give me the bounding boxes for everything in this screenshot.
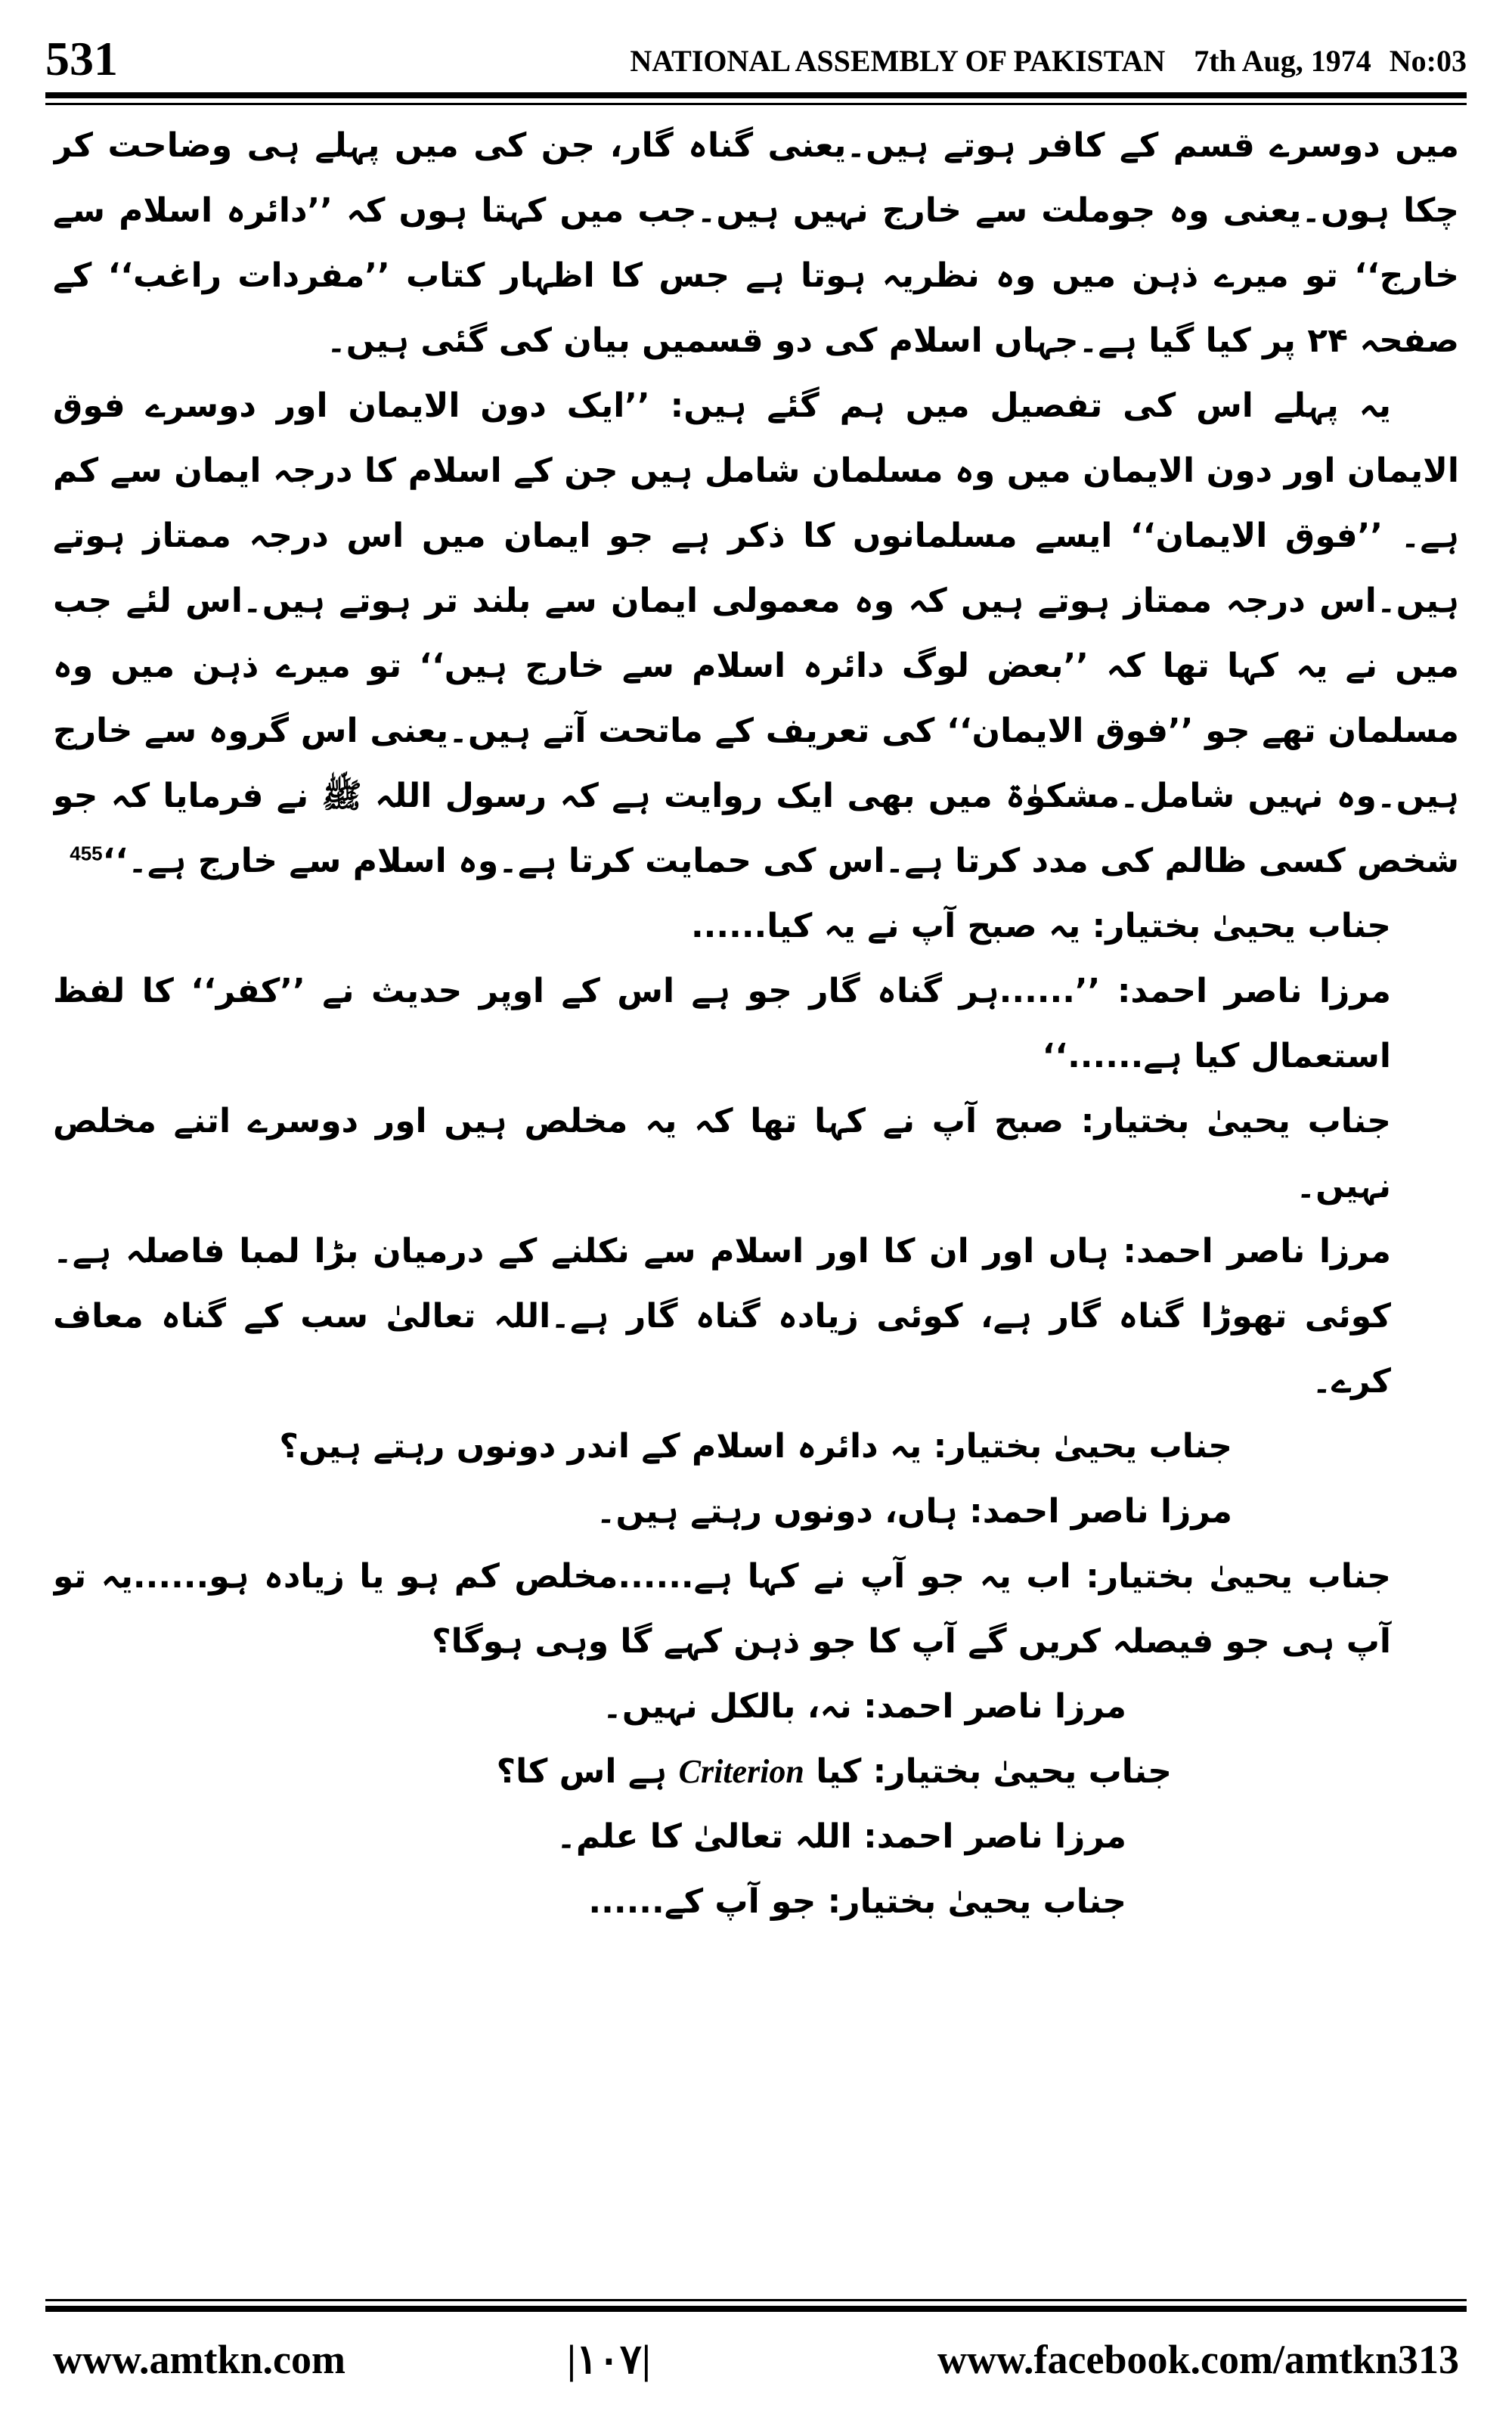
dialogue-line [53, 1414, 1459, 1479]
criterion-term: Criterion [678, 1753, 804, 1790]
dialogue-line [53, 959, 1459, 1089]
speech-text: اللہ تعالیٰ کا علم۔ [556, 1817, 852, 1856]
session-date: 7th Aug, 1974 [1194, 44, 1371, 78]
speaker-name: جناب یحییٰ بختیار: [827, 1882, 1126, 1921]
speech-text: صبح آپ نے کہا تھا کہ یہ مخلص ہیں اور دوسرے اتنے مخلص نہیں۔ [53, 1102, 1391, 1205]
speech-text: ہاں، دونوں رہتے ہیں۔ [596, 1492, 958, 1531]
speaker-name: مرزا ناصر احمد: [863, 1687, 1126, 1726]
speech-text: نہ، بالکل نہیں۔ [603, 1687, 852, 1726]
dialogue-line [53, 1804, 1459, 1869]
speaker-name: جناب یحییٰ بختیار: [1086, 1557, 1391, 1596]
speech-text: یہ صبح آپ نے یہ کیا...... [690, 907, 1081, 945]
speaker-name: مرزا ناصر احمد: [1123, 1232, 1391, 1270]
header-meta [601, 35, 1467, 88]
speech-text: کیا [816, 1752, 862, 1791]
page-body [53, 113, 1459, 2276]
page-footer [45, 2329, 1467, 2390]
page-header [45, 29, 1467, 89]
margin-note: 455 [70, 842, 103, 865]
footer-rule-thick [45, 2306, 1467, 2312]
dialogue-line [53, 1739, 1459, 1804]
speaker-name: مرزا ناصر احمد: [863, 1817, 1126, 1856]
speaker-name: جناب یحییٰ بختیار: [872, 1752, 1172, 1791]
speaker-name: جناب یحییٰ بختیار: [933, 1427, 1232, 1466]
speech-text: ہاں اور ان کا اور اسلام سے نکلنے کے درمیان بڑا لمبا فاصلہ ہے۔کوئی تھوڑا گناہ گار ہے، کوئی زیادہ گناہ گار ہے۔اللہ تعالیٰ سب کے گناہ معاف کرے۔ [53, 1232, 1391, 1401]
speech-text: جو آپ کے...... [588, 1882, 816, 1921]
dialogue-line [53, 1869, 1459, 1934]
issue-number: No:03 [1389, 44, 1467, 78]
footer-rule-thin [45, 2299, 1467, 2301]
dialogue-line [53, 1544, 1459, 1674]
speech-text: اب یہ جو آپ نے کہا ہے......مخلص کم ہو یا زیادہ ہو......یہ تو آپ ہی جو فیصلہ کریں گے آپ کا جو ذہن کہے گا وہی ہوگا؟ [53, 1557, 1391, 1661]
dialogue-line [53, 1479, 1459, 1544]
header-rule-thin [45, 103, 1467, 105]
header-rule-thick [45, 92, 1467, 98]
speaker-name: مرزا ناصر احمد: [1117, 972, 1391, 1010]
dialogue-line [53, 1674, 1459, 1739]
paragraph-2 [53, 374, 1459, 894]
page-number: 531 [45, 32, 118, 85]
dialogue-line [53, 1219, 1459, 1414]
dialogue-line [53, 894, 1459, 959]
website-link[interactable]: www.amtkn.com [53, 2337, 345, 2382]
facebook-link[interactable]: www.facebook.com/amtkn313 [937, 2337, 1459, 2382]
speaker-name: مرزا ناصر احمد: [969, 1492, 1232, 1531]
dialogue-line [53, 1089, 1459, 1219]
speech-text: یہ دائرہ اسلام کے اندر دونوں رہتے ہیں؟ [279, 1427, 922, 1466]
publication-title: NATIONAL ASSEMBLY OF PAKISTAN [630, 44, 1166, 78]
book-page-number: |۱۰۷| [567, 2337, 651, 2382]
paragraph-1: میں دوسرے قسم کے کافر ہوتے ہیں۔یعنی گناہ گار، جن کی میں پہلے ہی وضاحت کر چکا ہوں۔یعنی وہ جوملت سے خارج نہیں ہیں۔جب میں کہتا ہوں کہ ’’دائرہ اسلام سے خارج‘‘ تو میرے ذہن میں وہ نظریہ ہوتا ہے جس کا اظہار کتاب ’’مفردات راغب‘‘ کے صفحہ ۲۴ پر کیا گیا ہے۔جہاں اسلام کی دو قسمیں بیان کی گئی ہیں۔ [53, 126, 1459, 360]
speech-text: ’’......ہر گناہ گار جو ہے اس کے اوپر حدیث نے ’’کفر‘‘ کا لفظ استعمال کیا ہے......‘‘ [53, 972, 1391, 1075]
paragraph-2-text: یہ پہلے اس کی تفصیل میں ہم گئے ہیں: ’’ایک دون الایمان اور دوسرے فوق الایمان اور دون الایمان میں وہ مسلمان شامل ہیں جن کے اسلام کا درجہ ایمان سے کم ہے۔ ’’فوق الایمان‘‘ ایسے مسلمانوں کا ذکر ہے جو ایمان میں اس درجہ ممتاز ہوتے ہیں۔اس درجہ ممتاز ہوتے ہیں کہ وہ معمولی ایمان سے بلند تر ہوتے ہیں۔اس لئے جب میں نے یہ کہا تھا کہ ’’بعض لوگ دائرہ اسلام سے خارج ہیں‘‘ تو میرے ذہن میں وہ مسلمان تھے جو ’’فوق الایمان‘‘ کی تعریف کے ماتحت آتے ہیں۔یعنی اس گروہ سے خارج ہیں۔وہ نہیں شامل۔مشکوٰۃ میں بھی ایک روایت ہے کہ رسول اللہ ﷺ نے فرمایا کہ جو شخص کسی ظالم کی مدد کرتا ہے۔اس کی حمایت کرتا ہے۔وہ اسلام سے خارج ہے۔‘‘ [53, 386, 1459, 880]
speaker-name: جناب یحییٰ بختیار: [1080, 1102, 1391, 1140]
speech-text: ہے اس کا؟ [496, 1752, 668, 1791]
speaker-name: جناب یحییٰ بختیار: [1092, 907, 1391, 945]
